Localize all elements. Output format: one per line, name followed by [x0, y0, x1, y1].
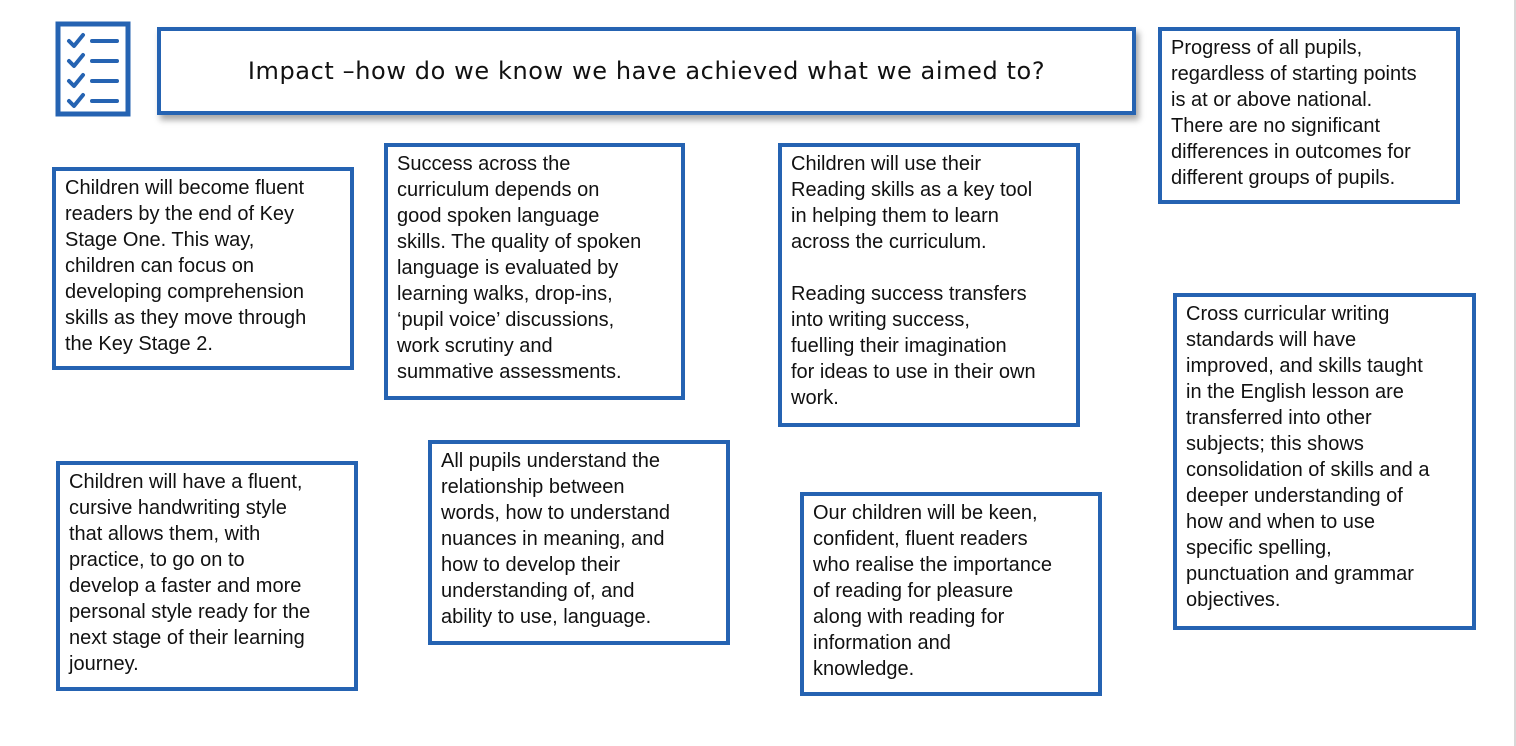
checklist-icon	[55, 21, 131, 117]
card-fluent-readers: Children will become fluent readers by the end of Key Stage One. This way, children can focus on developing comprehension skills as they move through the Key Stage 2.	[52, 167, 354, 370]
card-handwriting: Children will have a fluent, cursive handwriting style that allows them, with practice, to go on to develop a faster and more personal style ready for the next stage of their learning journey.	[56, 461, 358, 691]
card-cross-curricular: Cross curricular writing standards will have improved, and skills taught in the English lesson are transferred into other subjects; this shows consolidation of skills and a deeper understanding of how and when to use specific spelling, punctuation and grammar objectives.	[1173, 293, 1476, 630]
card-vocabulary: All pupils understand the relationship between words, how to understand nuances in meaning, and how to develop their understanding of, and ability to use, language.	[428, 440, 730, 645]
card-reading-pleasure: Our children will be keen, confident, fluent readers who realise the importance of reading for pleasure along with reading for information and knowledge.	[800, 492, 1102, 696]
title-banner	[157, 27, 1136, 115]
card-progress: Progress of all pupils, regardless of starting points is at or above national. There are no significant differences in outcomes for different groups of pupils.	[1158, 27, 1460, 204]
page-title: Impact –how do we know we have achieved what we aimed to?	[247, 57, 1046, 85]
card-spoken-language: Success across the curriculum depends on good spoken language skills. The quality of spoken language is evaluated by learning walks, drop-ins, ‘pupil voice’ discussions, work scrutiny and summative assessments.	[384, 143, 685, 400]
card-reading-skills: Children will use their Reading skills as a key tool in helping them to learn across the curriculum. Reading success transfers into writing success, fuelling their imagination for ideas to use in their own work.	[778, 143, 1080, 427]
